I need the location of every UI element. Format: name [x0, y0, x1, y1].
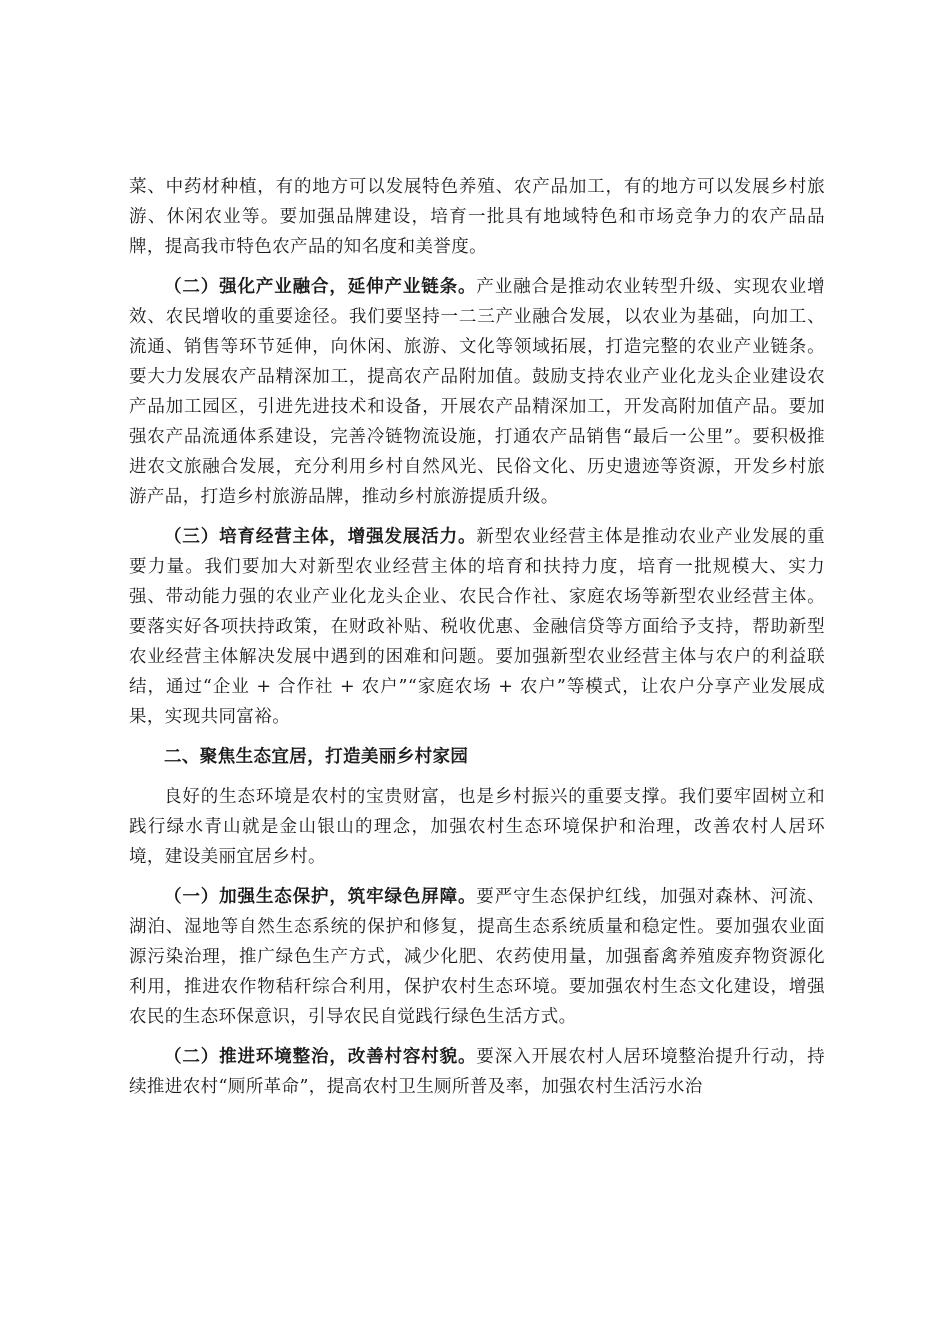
- paragraph-environment-rectification: [129, 1042, 825, 1102]
- paragraph-lead: （二）强化产业融合，延伸产业链条。: [164, 277, 477, 297]
- paragraph-text: 要深入开展农村人居环境整治提升行动，持续推进农村“厕所革命”，提高农村卫生厕所普及率，加强农村生活污水治: [129, 1047, 825, 1097]
- paragraph-text: 良好的生态环境是农村的宝贵财富，也是乡村振兴的重要支撑。我们要牢固树立和践行绿水青山就是金山银山的理念，加强农村生态环境保护和治理，改善农村人居环境，建设美丽宜居乡村。: [129, 787, 825, 867]
- paragraph-ecology-protection: [129, 882, 825, 1032]
- section-heading: 二、聚焦生态宜居，打造美丽乡村家园: [164, 747, 469, 767]
- paragraph-continuation: [129, 172, 825, 262]
- paragraph-text: 新型农业经营主体是推动农业产业发展的重要力量。我们要加大对新型农业经营主体的培育和扶持力度，培育一批规模大、实力强、带动能力强的农业产业化龙头企业、农民合作社、家庭农场等新型农业经营主体。要落实好各项扶持政策，在财政补贴、税收优惠、金融信贷等方面给予支持，帮助新型农业经营主体解决发展中遇到的困难和问题。要加强新型农业经营主体与农户的利益联结，通过“企业 + 合作社 + 农户”“家庭农场 + 农户”等模式，让农户分享产业发展成果，实现共同富裕。: [129, 527, 825, 727]
- paragraph-text: 菜、中药材种植，有的地方可以发展特色养殖、农产品加工，有的地方可以发展乡村旅游、休闲农业等。要加强品牌建设，培育一批具有地域特色和市场竞争力的农产品品牌，提高我市特色农产品的知名度和美誉度。: [129, 177, 825, 257]
- paragraph-lead: （二）推进环境整治，改善村容村貌。: [164, 1047, 477, 1067]
- paragraph-text: 要严守生态保护红线，加强对森林、河流、湖泊、湿地等自然生态系统的保护和修复，提高生态系统质量和稳定性。要加强农业面源污染治理，推广绿色生产方式，减少化肥、农药使用量，加强畜禽养殖废弃物资源化利用，推进农作物秸秆综合利用，保护农村生态环境。要加强农村生态文化建设，增强农民的生态环保意识，引导农民自觉践行绿色生活方式。: [129, 887, 825, 1027]
- paragraph-lead: （一）加强生态保护，筑牢绿色屏障。: [164, 887, 477, 907]
- paragraph-ecology-intro: [129, 782, 825, 872]
- paragraph-lead: （三）培育经营主体，增强发展活力。: [164, 527, 477, 547]
- paragraph-industry-integration: [129, 272, 825, 512]
- paragraph-text: 产业融合是推动农业转型升级、实现农业增效、农民增收的重要途径。我们要坚持一二三产业融合发展，以农业为基础，向加工、流通、销售等环节延伸，向休闲、旅游、文化等领域拓展，打造完整的农业产业链条。要大力发展农产品精深加工，提高农产品附加值。鼓励支持农业产业化龙头企业建设农产品加工园区，引进先进技术和设备，开展农产品精深加工，开发高附加值产品。要加强农产品流通体系建设，完善冷链物流设施，打通农产品销售“最后一公里”。要积极推进农文旅融合发展，充分利用乡村自然风光、民俗文化、历史遗迹等资源，开发乡村旅游产品，打造乡村旅游品牌，推动乡村旅游提质升级。: [129, 277, 825, 507]
- paragraph-business-entities: [129, 522, 825, 732]
- document-body: [129, 172, 825, 1112]
